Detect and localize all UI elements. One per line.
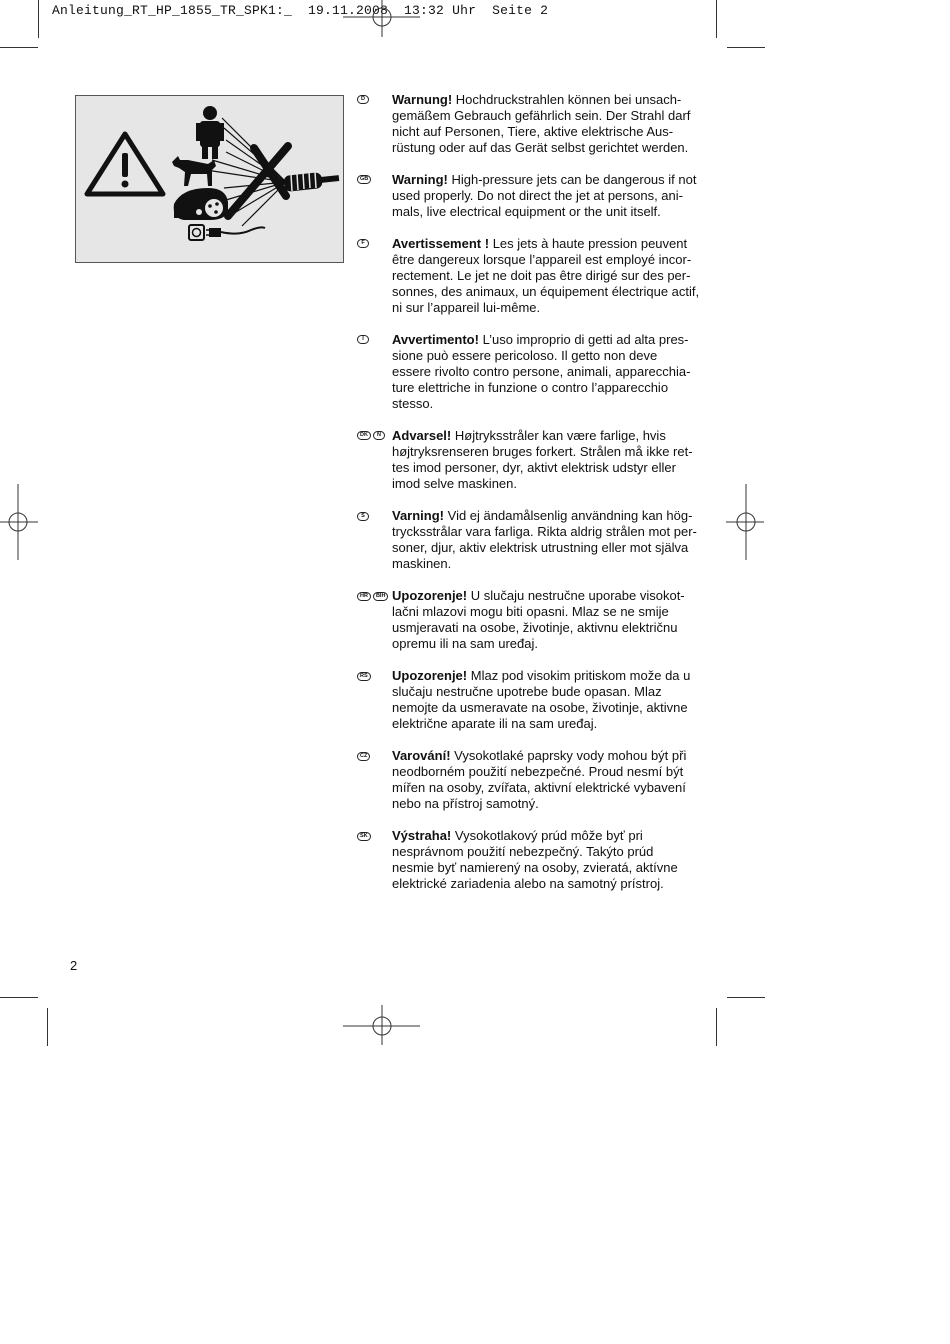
warning-text-line: sione può essere pericoloso. Il getto non deve	[392, 348, 658, 363]
language-code-badges	[357, 175, 371, 184]
warning-text-line: used properly. Do not direct the jet at persons, ani-	[392, 188, 683, 203]
warning-text-line: gemäßem Gebrauch gefährlich sein. Der Strahl darf	[392, 108, 691, 123]
warning-text-line: essere rivolto contro persone, animali, apparecchia-	[392, 364, 691, 379]
warning-text-line: usmjeravati na osobe, životinje, aktivnu električnu	[392, 620, 678, 635]
print-slug: Anleitung_RT_HP_1855_TR_SPK1:_ 19.11.2008 13:32 Uhr Seite 2	[52, 3, 549, 18]
language-code-badge: DK	[357, 431, 371, 440]
warning-block-cz	[392, 748, 702, 812]
warning-text-line: lačni mlazovi mogu biti opasni. Mlaz se ne smije	[392, 604, 669, 619]
language-code-badges	[357, 752, 370, 761]
language-code-badges	[357, 431, 385, 440]
power-socket-icon	[189, 225, 265, 240]
warning-text-line: slučaju nestručne upotrebe bude opasan. Mlaz	[392, 684, 662, 699]
warning-lead: Upozorenje!	[392, 668, 468, 683]
registration-mark-top	[343, 0, 423, 38]
warning-text-line: U slučaju nestručne uporabe visokot-	[470, 588, 685, 603]
warning-text-line: être dangereux lorsque l’appareil est employé incor-	[392, 252, 692, 267]
registration-mark-bottom	[343, 1005, 423, 1047]
warning-text-line: Vysokotlaké paprsky vody mohou být při	[454, 748, 687, 763]
warning-text-line: Hochdruckstrahlen können bei unsach-	[455, 92, 682, 107]
warning-text-line: ni sur l’appareil lui-même.	[392, 300, 541, 315]
warning-lead: Warning!	[392, 172, 448, 187]
language-code-badge: RS	[357, 672, 371, 681]
warning-text-line: imod selve maskinen.	[392, 476, 517, 491]
prohibition-cross-icon	[228, 146, 288, 216]
language-code-badges	[357, 239, 369, 248]
warning-lead: Avertissement !	[392, 236, 490, 251]
crop-mark	[47, 1008, 48, 1046]
warning-text-line: sonnes, des animaux, un équipement électrique actif,	[392, 284, 700, 299]
warning-text-line: maskinen.	[392, 556, 452, 571]
warning-illustration	[76, 96, 343, 262]
warning-text-line: nesprávnom použití nebezpečný. Takýto prúd	[392, 844, 654, 859]
language-code-badges	[357, 592, 388, 601]
pressure-washer-icon	[174, 188, 228, 220]
warning-block-rs	[392, 668, 702, 732]
warning-text-line: stesso.	[392, 396, 434, 411]
warning-text-line: Mlaz pod visokim pritiskom može da u	[470, 668, 691, 683]
registration-mark-right	[726, 484, 766, 562]
language-code-badges	[357, 335, 369, 344]
language-code-badge: SK	[357, 832, 371, 841]
spray-lance-icon	[283, 172, 339, 192]
warning-block-dk-n	[392, 428, 702, 492]
warning-lead: Upozorenje!	[392, 588, 468, 603]
warning-text-line: soner, djur, aktiv elektrisk utrustning eller mot själva	[392, 540, 689, 555]
warning-text-line: højtryksrenseren bruges forkert. Strålen må ikke ret-	[392, 444, 693, 459]
warning-text-line: nebo na přístroj samotný.	[392, 796, 539, 811]
warning-lead: Varning!	[392, 508, 445, 523]
warning-lead: Výstraha!	[392, 828, 452, 843]
warning-text-line: Vid ej ändamålsenlig användning kan hög-	[447, 508, 693, 523]
warning-lead: Avvertimento!	[392, 332, 479, 347]
warning-text-line: Højtryksstråler kan være farlige, hvis	[454, 428, 666, 443]
warning-lead: Advarsel!	[392, 428, 452, 443]
warning-text-line: električne aparate ili na sam uređaj.	[392, 716, 598, 731]
dog-icon	[172, 156, 216, 186]
language-code-badge: S	[357, 512, 369, 521]
warning-pictogram	[75, 95, 344, 263]
warning-text-line: mířen na osoby, zvířata, aktivní elektrické vybavení	[392, 780, 686, 795]
warning-block-hr-bih	[392, 588, 702, 652]
language-code-badge: D	[357, 95, 369, 104]
language-code-badges	[357, 672, 371, 681]
language-code-badge: HR	[357, 592, 371, 601]
warning-text-line: trycksstrålar vara farliga. Rikta aldrig strålen mot per-	[392, 524, 697, 539]
language-code-badge: GB	[357, 175, 371, 184]
warning-text-line: Vysokotlakový prúd môže byť pri	[454, 828, 643, 843]
warning-text-line: nicht auf Personen, Tiere, aktive elektrische Aus-	[392, 124, 674, 139]
warning-text-line: opremu ili na sam uređaj.	[392, 636, 538, 651]
language-code-badges	[357, 512, 369, 521]
warning-text-line: L’uso improprio di getti ad alta pres-	[482, 332, 689, 347]
registration-mark-left	[0, 484, 40, 562]
warning-text-line: rectement. Le jet ne doit pas être dirigé sur des per-	[392, 268, 691, 283]
language-code-badge: I	[357, 335, 369, 344]
warning-text-line: nemojte da usmeravate na osobe, životinje, aktivne	[392, 700, 688, 715]
language-code-badge: N	[373, 431, 385, 440]
language-code-badge: CZ	[357, 752, 370, 761]
warning-block-fr	[392, 236, 702, 316]
warning-text-line: rüstung oder auf das Gerät selbst gerichtet werden.	[392, 140, 689, 155]
warning-lead: Warnung!	[392, 92, 453, 107]
warning-block-gb	[392, 172, 702, 220]
language-code-badge: BIH	[373, 592, 388, 601]
crop-mark	[727, 997, 765, 998]
warning-text-line: ture elettriche in funzione o contro l’apparecchio	[392, 380, 669, 395]
warning-lead: Varování!	[392, 748, 451, 763]
warning-block-it	[392, 332, 702, 412]
person-icon	[196, 106, 224, 159]
crop-mark	[716, 0, 717, 38]
language-code-badge: F	[357, 239, 369, 248]
crop-mark	[38, 0, 39, 38]
crop-mark	[727, 47, 765, 48]
warning-text-line: elektrické zariadenia alebo na samotný prístroj.	[392, 876, 664, 891]
crop-mark	[716, 1008, 717, 1046]
warning-block-de	[392, 92, 702, 156]
warning-text-line: High-pressure jets can be dangerous if not	[451, 172, 697, 187]
language-code-badges	[357, 95, 369, 104]
warning-text-line: neodborném použití nebezpečné. Proud nesmí být	[392, 764, 684, 779]
page-number: 2	[70, 958, 78, 973]
warning-block-sk	[392, 828, 702, 892]
warning-text-line: mals, live electrical equipment or the unit itself.	[392, 204, 661, 219]
crop-mark	[0, 997, 38, 998]
warning-block-s	[392, 508, 702, 572]
language-code-badges	[357, 832, 371, 841]
crop-mark	[0, 47, 38, 48]
warning-text-line: tes imod personer, dyr, aktivt elektrisk udstyr eller	[392, 460, 676, 475]
warning-text-line: nesmie byť namierený na osoby, zvieratá, aktívne	[392, 860, 678, 875]
warning-text-line: Les jets à haute pression peuvent	[492, 236, 688, 251]
